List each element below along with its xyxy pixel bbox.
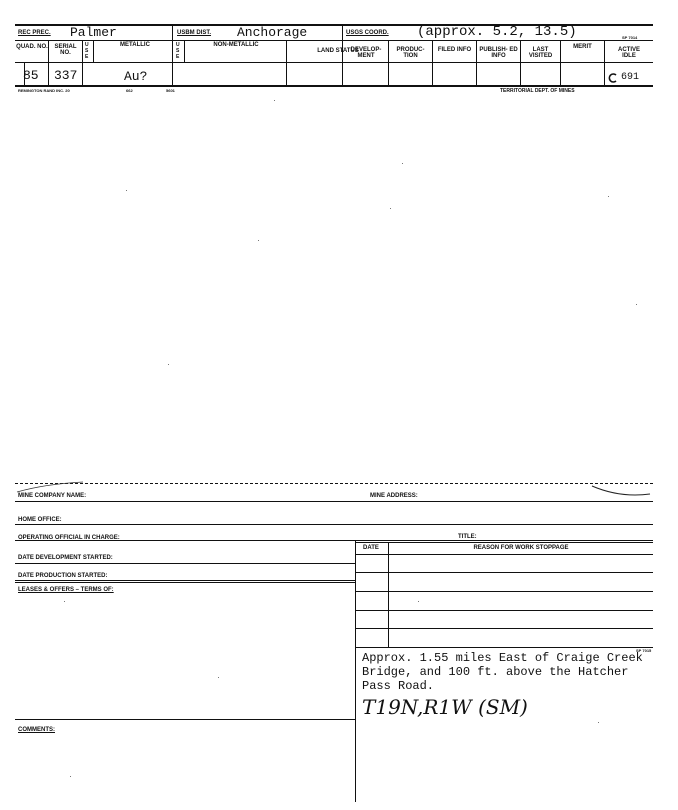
- corner-curve-left-mark: [15, 480, 85, 494]
- home-office-label: HOME OFFICE:: [18, 517, 62, 523]
- col-production: PRODUC- TION: [396, 47, 425, 59]
- active-circle-icon: [608, 70, 618, 80]
- row-serial-no: 337: [54, 68, 78, 83]
- col-last-visited: LAST VISITED: [528, 47, 553, 59]
- date-production-label: DATE PRODUCTION STARTED:: [18, 573, 108, 579]
- department-label: TERRITORIAL DEPT. OF MINES: [500, 88, 575, 94]
- printer-code-1: 662: [126, 88, 133, 93]
- comments-label: COMMENTS:: [18, 727, 55, 733]
- mine-address-label: MINE ADDRESS:: [370, 493, 418, 499]
- printer-label: REMINGTON RAND INC. 20: [18, 88, 70, 93]
- title-label: TITLE:: [458, 534, 477, 540]
- col-land-status: LAND STATUS: [317, 48, 359, 54]
- form-code-bottom: SP 7015: [636, 648, 652, 653]
- location-line-2: Bridge, and 100 ft. above the Hatcher: [362, 665, 629, 679]
- stoppage-reason-header: REASON FOR WORK STOPPAGE: [473, 545, 569, 551]
- col-merit: MERIT: [573, 44, 592, 50]
- usgs-coord-label: USGS COORD.: [346, 30, 389, 36]
- rec-prec-value: Palmer: [70, 25, 117, 40]
- handwritten-township-note: T19N,R1W (SM): [362, 695, 528, 719]
- usbm-dist-value: Anchorage: [237, 25, 308, 40]
- col-serial-no: SERIAL NO.: [54, 44, 77, 56]
- location-line-1: Approx. 1.55 miles East of Craige Creek: [362, 651, 643, 665]
- col-active-idle: ACTIVE IDLE: [617, 47, 640, 59]
- stoppage-date-header: DATE: [363, 545, 379, 551]
- col-uses-2: U S E: [176, 42, 180, 60]
- col-development: DEVELOP- MENT: [350, 47, 382, 59]
- row-metallic: Au?: [124, 69, 148, 84]
- usgs-coord-value: (approx. 5.2, 13.5): [417, 24, 577, 40]
- col-published-info: PUBLISH- ED INFO: [479, 47, 518, 59]
- row-quad-no: 85: [23, 68, 39, 83]
- location-line-3: Pass Road.: [362, 679, 435, 693]
- col-metallic: METALLIC: [120, 42, 150, 48]
- date-development-label: DATE DEVELOPMENT STARTED:: [18, 555, 113, 561]
- col-filed-info: FILED INFO: [437, 47, 472, 53]
- rec-prec-label: REC PREC.: [18, 30, 51, 36]
- row-active-idle: 691: [621, 72, 640, 83]
- operating-official-label: OPERATING OFFICIAL IN CHARGE:: [18, 535, 120, 541]
- col-quad-no: QUAD. NO.: [16, 44, 48, 50]
- col-uses: U S E: [85, 42, 89, 60]
- usbm-dist-label: USBM DIST.: [177, 30, 212, 36]
- printer-code-2: 5601: [166, 88, 175, 93]
- corner-curve-mark: [590, 478, 652, 498]
- leases-offers-label: LEASES & OFFERS – TERMS OF:: [18, 587, 114, 593]
- form-code-top: SP 7014: [622, 35, 638, 40]
- mine-company-name-label: MINE COMPANY NAME:: [18, 493, 87, 499]
- col-non-metallic: NON-METALLIC: [213, 42, 259, 48]
